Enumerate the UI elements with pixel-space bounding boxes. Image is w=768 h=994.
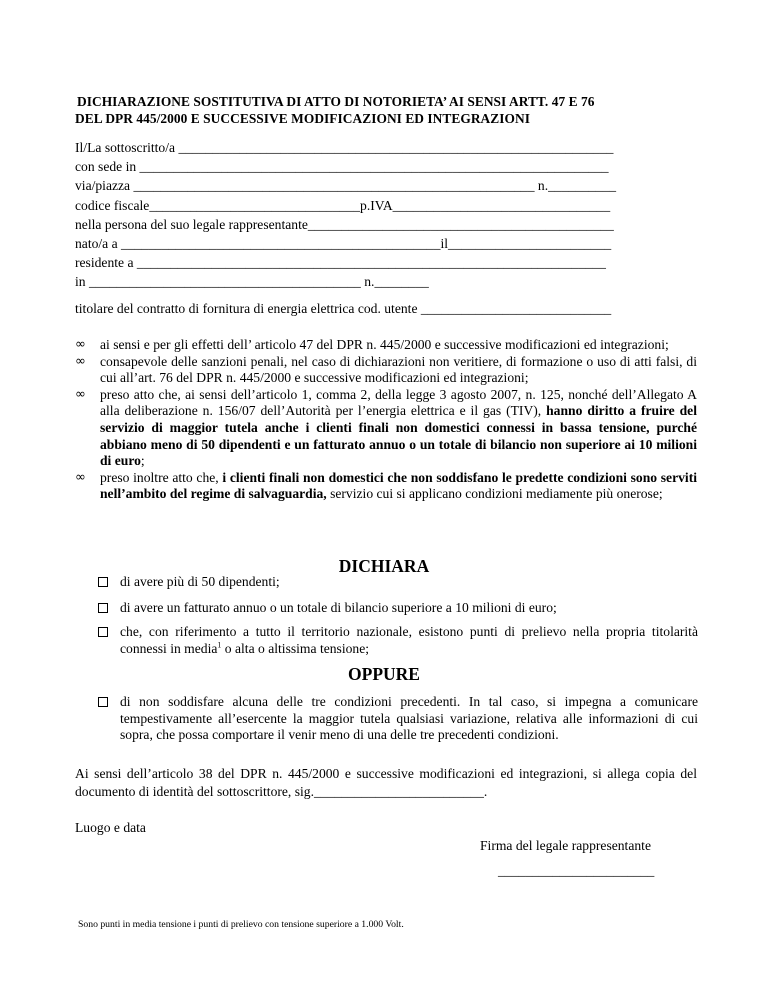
dichiara-heading: DICHIARA <box>338 556 430 576</box>
luogo-e-data-label: Luogo e data <box>75 820 146 835</box>
infinity-bullet-icon: ∞ <box>75 353 86 369</box>
field-via[interactable]: via/piazza ___________________________________________________________ n.__________ <box>75 178 617 194</box>
declarant-fields <box>75 138 700 292</box>
list-item: ∞ preso inoltre atto che, i clienti finali non domestici che non soddisfano le predette condizioni sono serviti nell’ambito del regime di salvaguardia, servizio cui si applicano condizioni mediamente più onerose; <box>75 469 697 502</box>
title-line-2: DEL DPR 445/2000 E SUCCESSIVE MODIFICAZIONI ED INTEGRAZIONI <box>75 111 530 126</box>
infinity-bullet-icon: ∞ <box>75 337 86 352</box>
checkbox-option-fatturato[interactable]: di avere un fatturato annuo o un totale di bilancio superiore a 10 milioni di euro; <box>98 600 698 617</box>
checkbox-icon[interactable] <box>98 577 108 587</box>
footnote: Sono punti in media tensione i punti di prelievo con tensione superiore a 1.000 Volt. <box>78 919 404 930</box>
field-sottoscritto[interactable]: Il/La sottoscritto/a ________________________________________________________________ <box>75 140 614 155</box>
field-cod-utente[interactable]: titolare del contratto di fornitura di energia elettrica cod. utente ____________________________ <box>75 301 612 316</box>
field-codice-fiscale[interactable]: codice fiscale_______________________________p.IVA________________________________ <box>75 197 611 213</box>
field-residente[interactable]: residente a _____________________________________________________________________ <box>75 255 606 271</box>
checkbox-option-media-tensione[interactable]: che, con riferimento a tutto il territorio nazionale, esistono punti di prelievo nella propria titolarità connessi in media$^1$ o alta o altissima tensione; <box>98 624 698 657</box>
field-nato[interactable]: nato/a a _______________________________________________il________________________ <box>75 235 612 251</box>
infinity-bullet-icon: ∞ <box>75 469 86 485</box>
title-line-1: DICHIARAZIONE SOSTITUTIVA DI ATTO DI NOTORIETA’ AI SENSI ARTT. 47 E 76 <box>77 94 595 109</box>
document-title <box>75 93 715 127</box>
checkbox-icon[interactable] <box>98 627 108 637</box>
footnote-ref: 1 <box>217 640 222 650</box>
list-item: ∞ ai sensi e per gli effetti dell’ articolo 47 del DPR n. 445/2000 e successive modificazioni ed integrazioni; <box>75 337 669 352</box>
checkbox-option-dipendenti[interactable]: di avere più di 50 dipendenti; <box>98 574 698 591</box>
premises-list <box>75 337 697 503</box>
field-in[interactable]: in ________________________________________ n.________ <box>75 274 429 290</box>
list-item: ∞ consapevole delle sanzioni penali, nel caso di dichiarazioni non veritiere, di formazione o uso di atti falsi, di cui all’art. 76 del DPR n. 445/2000 e successive modificazioni ed integrazioni; <box>75 353 697 386</box>
checkbox-icon[interactable] <box>98 697 108 707</box>
field-legale-rappresentante[interactable]: nella persona del suo legale rappresentante_____________________________________________ <box>75 216 614 232</box>
infinity-bullet-icon: ∞ <box>75 386 86 402</box>
checkbox-option-nessuna-condizione[interactable]: di non soddisfare alcuna delle tre condizioni precedenti. In tal caso, si impegna a comunicare tempestivamente all’esercente la maggior tutela qualsiasi variazione, relativa alle informazioni di cui sopra, che possa comportare il venir meno di una delle tre precedenti condizioni. <box>98 694 698 744</box>
checkbox-icon[interactable] <box>98 603 108 613</box>
field-sede[interactable]: con sede in _____________________________________________________________________ <box>75 159 609 175</box>
signature-line[interactable]: _______________________ <box>498 863 655 878</box>
allega-paragraph: Ai sensi dell’articolo 38 del DPR n. 445/2000 e successive modificazioni ed integrazioni, si allega copia del documento di identità del sottoscrittore, sig._________________________. <box>75 766 697 799</box>
oppure-heading: OPPURE <box>348 664 420 684</box>
list-item: ∞ preso atto che, ai sensi dell’articolo 1, comma 2, della legge 3 agosto 2007, n. 125, nonché dell’Allegato A alla deliberazione n. 156/07 dell’Autorità per l’energia elettrica e il gas (TIV), hanno diritto a fruire del servizio di maggior tutela anche i clienti finali non domestici connessi in bassa tensione, purché abbiano meno di 50 dipendenti e un fatturato annuo o un totale di bilancio non superiore ai 10 milioni di euro; <box>75 386 697 469</box>
firma-label: Firma del legale rappresentante <box>480 838 651 853</box>
